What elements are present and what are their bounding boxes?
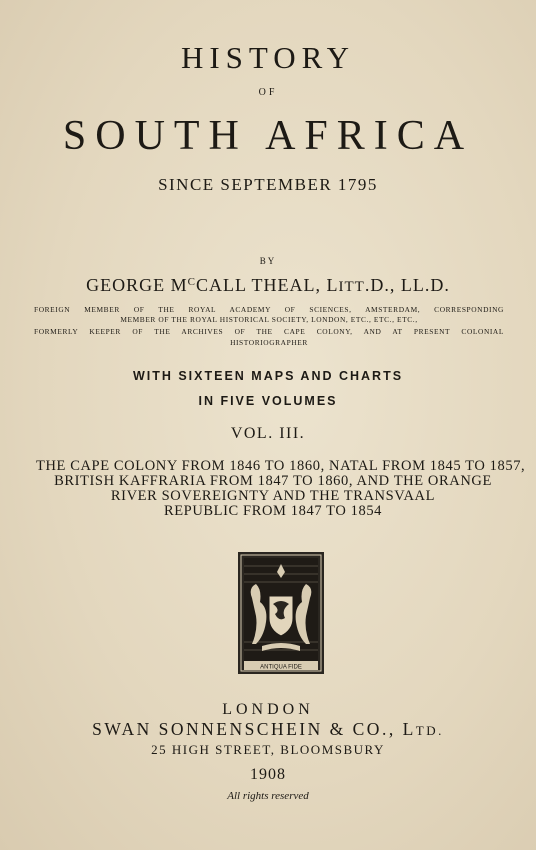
- imprint-publisher: [0, 719, 536, 740]
- degree-l: L: [326, 275, 339, 295]
- credential-line-2: MEMBER OF THE ROYAL HISTORICAL SOCIETY, LONDON, ETC., ETC., ETC.,: [120, 315, 418, 324]
- subtitle-line-3: RIVER SOVEREIGNTY AND THE TRANSVAAL: [110, 488, 436, 504]
- volumes-note: IN FIVE VOLUMES: [198, 394, 338, 408]
- title-since: SINCE SEPTEMBER 1795: [158, 175, 378, 194]
- author-name-rest: CALL THEAL,: [196, 275, 321, 295]
- maps-note: WITH SIXTEEN MAPS AND CHARTS: [132, 369, 404, 383]
- title-of: OF: [258, 87, 278, 98]
- volume-number: VOL. III.: [230, 425, 306, 442]
- subtitle-line-1: THE CAPE COLONY FROM 1846 TO 1860, NATAL FROM 1845 TO 1857,: [36, 458, 526, 474]
- author-name-sup: C: [187, 276, 196, 288]
- device-motto: ANTIQUA FIDE: [260, 664, 302, 671]
- subtitle-line-4: REPUBLIC FROM 1847 TO 1854: [163, 503, 383, 519]
- rights-notice: All rights reserved: [227, 790, 309, 802]
- degree-itt: ITT: [338, 279, 365, 295]
- by-label: BY: [259, 256, 277, 266]
- imprint-address: 25 HIGH STREET, BLOOMSBURY: [151, 742, 385, 757]
- subtitle-line-2: BRITISH KAFFRARIA FROM 1847 TO 1860, AND THE ORANGE: [54, 473, 492, 489]
- credential-line-1: FOREIGN MEMBER OF THE ROYAL ACADEMY OF SCIENCES, AMSTERDAM, CORRESPONDING: [34, 305, 504, 314]
- title-history: HISTORY: [180, 40, 356, 75]
- title-south-africa: SOUTH AFRICA: [62, 113, 474, 159]
- volume-subtitle: [36, 458, 526, 519]
- imprint-year: 1908: [250, 766, 286, 783]
- publisher-name: SWAN SONNENSCHEIN & CO., L: [92, 719, 416, 739]
- degree-rest: .D., LL.D.: [364, 275, 450, 295]
- author-name: [0, 275, 536, 296]
- credential-line-4: HISTORIOGRAPHER: [230, 338, 308, 347]
- imprint-city: LONDON: [222, 701, 314, 718]
- publisher-device-emblem: [238, 552, 324, 674]
- publisher-ltd: TD.: [415, 723, 444, 738]
- credential-line-3: FORMERLY KEEPER OF THE ARCHIVES OF THE CAPE COLONY, AND AT PRESENT COLONIAL: [34, 327, 504, 336]
- author-name-prefix: GEORGE M: [86, 275, 188, 295]
